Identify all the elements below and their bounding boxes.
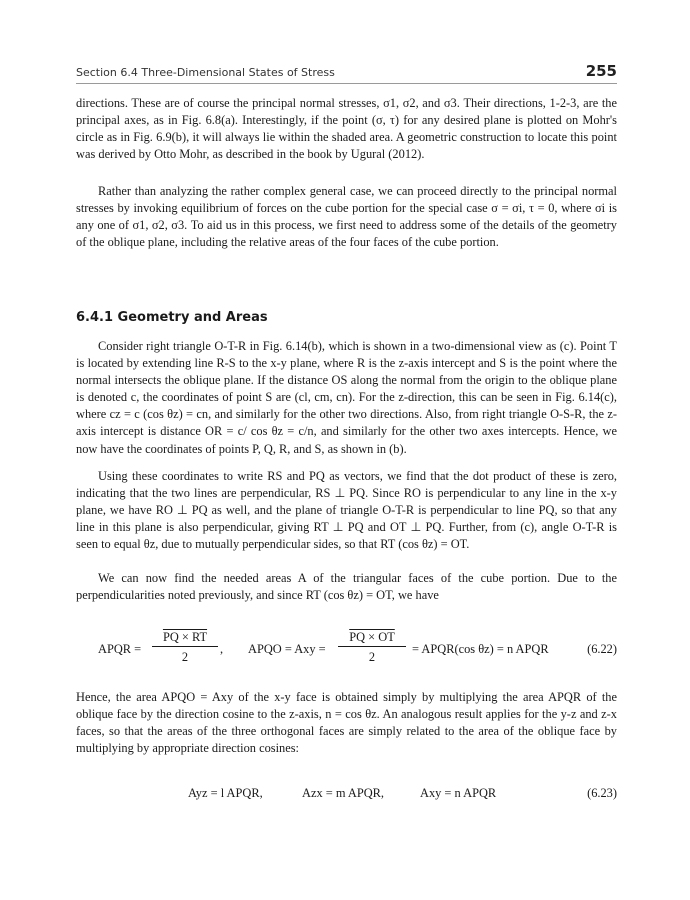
equation-6-23 [76, 786, 617, 806]
fraction-numerator: PQ × OT [338, 630, 406, 647]
subsection-heading: 6.4.1 Geometry and Areas [76, 310, 268, 325]
fraction-denominator: 2 [368, 650, 376, 664]
eq-area-xy: Axy = n APQR [420, 786, 497, 800]
eq-area-yz: Ayz = l APQR, [188, 786, 263, 800]
fraction-denominator: 2 [181, 650, 189, 664]
page-number: 255 [585, 62, 617, 80]
eq-fraction-pq-ot [338, 630, 406, 665]
paragraph-perpendicular-lines: Using these coordinates to write RS and PQ as vectors, we find that the dot product of these is zero, indicating that the two lines are perpendicular, RS ⊥ PQ. Since RO is perpendicular to any line in the x-y plane, we have RO ⊥ PQ as well, and the plane of triangle O-T-R is perpendicular to line PQ, so that any line in this plane is also perpendicular, giving RT ⊥ PQ and OT ⊥ PQ. Further, from (c), angle O-T-R is seen to equal θz, due to mutually perpendicular sides, so that RT (cos θz) = OT. [76, 469, 617, 552]
eq-area-rhs: = APQR(cos θz) = n APQR [412, 642, 549, 656]
eq-fraction-pq-rt [152, 630, 218, 665]
paragraph-triangular-areas: We can now find the needed areas A of the triangular faces of the cube portion. Due to the perpendicularities noted previously, and since RT (cos θz) = OT, we have [76, 571, 617, 603]
eq-area-pqr-lhs: APQR = [98, 642, 142, 656]
running-header [76, 63, 617, 84]
section-title: Section 6.4 Three-Dimensional States of Stress [76, 66, 335, 79]
equation-6-22 [76, 628, 617, 672]
paragraph-right-triangle: Consider right triangle O-T-R in Fig. 6.14(b), which is shown in a two-dimensional view as (c). Point T is located by extending line R-S to the x-y plane, where R is the z-axis intercept and S is the point where the normal intersects the oblique plane. If the distance OS along the normal from the origin to the oblique plane is denoted c, the coordinates of point S are (cl, cm, cn). For the z-direction, this can be seen in Fig. 6.14(c), where cz = c (cos θz) = cn, and similarly for the other two directions. Also, from right triangle O-S-R, the z-axis intercept is distance OR = c/ cos θz = c/n, and similarly for the other two axes intercepts. Hence, we now have the coordinates of points P, Q, R, and S, as shown in (b). [76, 339, 617, 456]
equation-number: (6.22) [587, 642, 617, 656]
paragraph-principal-stresses: directions. These are of course the principal normal stresses, σ1, σ2, and σ3. Their directions, 1-2-3, are the principal axes, as in Fig. 6.8(a). Interestingly, if the point (σ, τ) for any desired plane is plotted on Mohr's circle as in Fig. 6.9(b), it will always lie within the shaded area. A geometric construction to locate this point was derived by Otto Mohr, as described in the book by Ugural (2012). [76, 96, 617, 162]
paragraph-direction-cosines: Hence, the area APQO = Axy of the x-y face is obtained simply by multiplying the area APQR of the oblique face by the direction cosine to the z-axis, n = cos θz. An analogous result applies for the y-z and z-x faces, so that the areas of the three orthogonal faces are simply related to the area of the oblique face by multiplying by appropriate direction cosines: [76, 690, 617, 756]
eq-separator: , [220, 642, 224, 656]
eq-area-pqo-lhs: APQO = Axy = [248, 642, 326, 656]
equation-number: (6.23) [587, 786, 617, 800]
eq-area-zx: Azx = m APQR, [302, 786, 385, 800]
fraction-numerator: PQ × RT [152, 630, 218, 647]
paragraph-special-case: Rather than analyzing the rather complex general case, we can proceed directly to the principal normal stresses by invoking equilibrium of forces on the cube portion for the special case σ = σi, τ = 0, where σi is any one of σ1, σ2, σ3. To aid us in this process, we first need to address some of the details of the geometry of the oblique plane, including the relative areas of the four faces of the cube portion. [76, 184, 617, 250]
